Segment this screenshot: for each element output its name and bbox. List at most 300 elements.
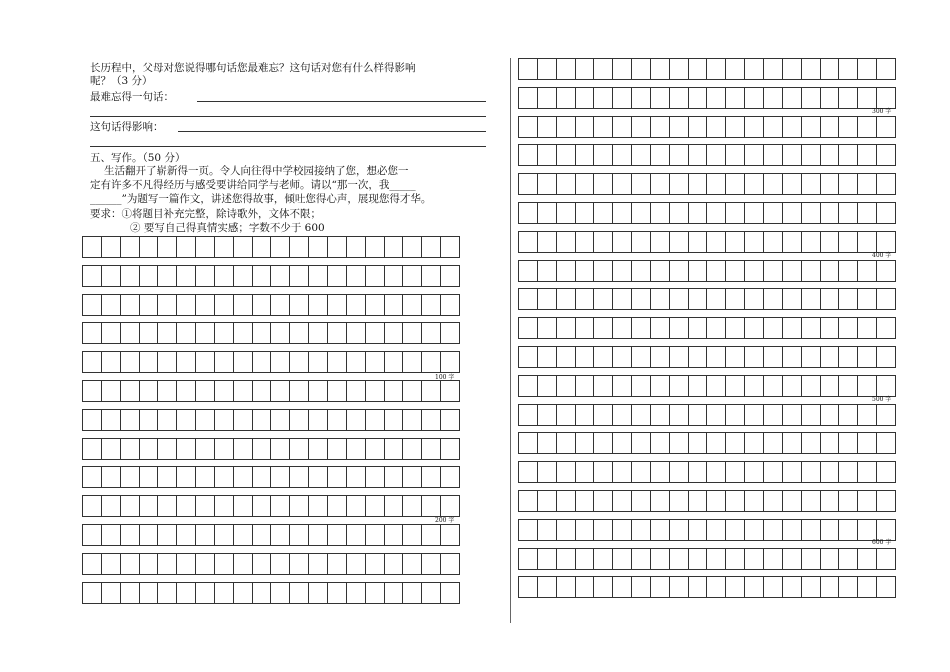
grid-cell[interactable] (576, 405, 595, 425)
grid-row[interactable] (82, 380, 460, 402)
grid-cell[interactable] (764, 289, 783, 309)
grid-cell[interactable] (594, 59, 613, 79)
grid-cell[interactable] (783, 433, 802, 453)
grid-cell[interactable] (328, 583, 347, 603)
grid-cell[interactable] (177, 237, 196, 257)
grid-cell[interactable] (158, 496, 177, 516)
grid-cell[interactable] (290, 583, 309, 603)
grid-cell[interactable] (632, 577, 651, 597)
grid-cell[interactable] (253, 525, 272, 545)
grid-cell[interactable] (403, 410, 422, 430)
grid-cell[interactable] (422, 266, 441, 286)
grid-cell[interactable] (196, 237, 215, 257)
grid-cell[interactable] (519, 203, 538, 223)
grid-cell[interactable] (158, 237, 177, 257)
grid-cell[interactable] (576, 145, 595, 165)
grid-cell[interactable] (538, 174, 557, 194)
grid-cell[interactable] (83, 583, 102, 603)
grid-cell[interactable] (83, 352, 102, 372)
grid-cell[interactable] (802, 347, 821, 367)
grid-cell[interactable] (764, 549, 783, 569)
grid-cell[interactable] (745, 117, 764, 137)
grid-cell[interactable] (576, 232, 595, 252)
grid-cell[interactable] (557, 347, 576, 367)
grid-cell[interactable] (839, 376, 858, 396)
grid-cell[interactable] (707, 376, 726, 396)
grid-cell[interactable] (234, 295, 253, 315)
grid-cell[interactable] (858, 318, 877, 338)
grid-cell[interactable] (594, 549, 613, 569)
grid-cell[interactable] (347, 381, 366, 401)
grid-cell[interactable] (177, 554, 196, 574)
grid-cell[interactable] (802, 462, 821, 482)
grid-cell[interactable] (594, 289, 613, 309)
grid-cell[interactable] (140, 583, 159, 603)
grid-cell[interactable] (858, 88, 877, 108)
grid-row[interactable] (518, 490, 896, 512)
grid-cell[interactable] (613, 318, 632, 338)
grid-cell[interactable] (385, 237, 404, 257)
grid-cell[interactable] (83, 381, 102, 401)
grid-cell[interactable] (707, 117, 726, 137)
grid-cell[interactable] (839, 88, 858, 108)
grid-cell[interactable] (538, 318, 557, 338)
grid-cell[interactable] (877, 261, 895, 281)
grid-cell[interactable] (726, 347, 745, 367)
answer-1-line[interactable] (197, 101, 486, 102)
grid-cell[interactable] (802, 261, 821, 281)
grid-cell[interactable] (196, 352, 215, 372)
grid-cell[interactable] (783, 318, 802, 338)
grid-cell[interactable] (783, 405, 802, 425)
grid-cell[interactable] (196, 525, 215, 545)
grid-cell[interactable] (821, 174, 840, 194)
grid-cell[interactable] (253, 467, 272, 487)
grid-cell[interactable] (519, 232, 538, 252)
grid-cell[interactable] (215, 525, 234, 545)
grid-cell[interactable] (689, 347, 708, 367)
grid-cell[interactable] (839, 433, 858, 453)
grid-cell[interactable] (140, 410, 159, 430)
grid-cell[interactable] (366, 439, 385, 459)
grid-cell[interactable] (632, 145, 651, 165)
grid-cell[interactable] (858, 433, 877, 453)
grid-cell[interactable] (253, 323, 272, 343)
grid-cell[interactable] (783, 203, 802, 223)
grid-cell[interactable] (877, 59, 895, 79)
grid-cell[interactable] (726, 318, 745, 338)
grid-cell[interactable] (538, 117, 557, 137)
grid-cell[interactable] (745, 318, 764, 338)
grid-cell[interactable] (745, 203, 764, 223)
grid-cell[interactable] (745, 88, 764, 108)
grid-cell[interactable] (403, 583, 422, 603)
grid-cell[interactable] (557, 376, 576, 396)
grid-cell[interactable] (651, 318, 670, 338)
grid-cell[interactable] (594, 577, 613, 597)
grid-cell[interactable] (594, 203, 613, 223)
grid-cell[interactable] (651, 405, 670, 425)
grid-cell[interactable] (877, 491, 895, 511)
grid-cell[interactable] (519, 405, 538, 425)
grid-cell[interactable] (253, 583, 272, 603)
grid-cell[interactable] (613, 117, 632, 137)
grid-cell[interactable] (557, 462, 576, 482)
grid-cell[interactable] (877, 520, 895, 540)
grid-cell[interactable] (177, 583, 196, 603)
grid-cell[interactable] (821, 491, 840, 511)
grid-cell[interactable] (764, 433, 783, 453)
grid-cell[interactable] (557, 405, 576, 425)
grid-cell[interactable] (821, 117, 840, 137)
grid-cell[interactable] (158, 323, 177, 343)
grid-cell[interactable] (366, 410, 385, 430)
grid-cell[interactable] (158, 439, 177, 459)
grid-row[interactable] (518, 432, 896, 454)
grid-cell[interactable] (726, 405, 745, 425)
grid-cell[interactable] (538, 59, 557, 79)
grid-cell[interactable] (670, 88, 689, 108)
grid-cell[interactable] (764, 145, 783, 165)
grid-row[interactable] (82, 524, 460, 546)
grid-cell[interactable] (651, 491, 670, 511)
grid-cell[interactable] (783, 232, 802, 252)
grid-cell[interactable] (839, 174, 858, 194)
grid-cell[interactable] (802, 433, 821, 453)
grid-cell[interactable] (347, 323, 366, 343)
grid-cell[interactable] (858, 145, 877, 165)
grid-cell[interactable] (613, 347, 632, 367)
grid-cell[interactable] (328, 467, 347, 487)
grid-cell[interactable] (821, 520, 840, 540)
grid-cell[interactable] (519, 462, 538, 482)
grid-cell[interactable] (196, 554, 215, 574)
grid-cell[interactable] (177, 410, 196, 430)
grid-cell[interactable] (689, 261, 708, 281)
grid-cell[interactable] (385, 467, 404, 487)
grid-cell[interactable] (102, 496, 121, 516)
grid-cell[interactable] (802, 88, 821, 108)
grid-cell[interactable] (215, 496, 234, 516)
grid-cell[interactable] (726, 59, 745, 79)
grid-cell[interactable] (121, 323, 140, 343)
grid-cell[interactable] (519, 520, 538, 540)
grid-cell[interactable] (651, 232, 670, 252)
grid-cell[interactable] (83, 496, 102, 516)
grid-cell[interactable] (632, 261, 651, 281)
grid-cell[interactable] (689, 549, 708, 569)
grid-cell[interactable] (234, 496, 253, 516)
grid-cell[interactable] (821, 433, 840, 453)
grid-cell[interactable] (670, 520, 689, 540)
grid-cell[interactable] (839, 232, 858, 252)
grid-cell[interactable] (422, 352, 441, 372)
grid-cell[interactable] (385, 323, 404, 343)
answer-1-line-2[interactable] (90, 116, 486, 117)
grid-cell[interactable] (121, 467, 140, 487)
grid-cell[interactable] (403, 496, 422, 516)
grid-cell[interactable] (253, 496, 272, 516)
grid-cell[interactable] (839, 318, 858, 338)
grid-cell[interactable] (403, 266, 422, 286)
grid-cell[interactable] (271, 295, 290, 315)
grid-cell[interactable] (102, 266, 121, 286)
grid-cell[interactable] (83, 323, 102, 343)
grid-cell[interactable] (366, 352, 385, 372)
grid-cell[interactable] (83, 237, 102, 257)
grid-cell[interactable] (309, 467, 328, 487)
grid-cell[interactable] (576, 203, 595, 223)
grid-cell[interactable] (670, 261, 689, 281)
grid-cell[interactable] (441, 237, 459, 257)
grid-cell[interactable] (764, 232, 783, 252)
grid-cell[interactable] (538, 520, 557, 540)
grid-cell[interactable] (764, 491, 783, 511)
grid-cell[interactable] (538, 462, 557, 482)
grid-cell[interactable] (726, 261, 745, 281)
grid-cell[interactable] (651, 261, 670, 281)
grid-cell[interactable] (557, 491, 576, 511)
grid-cell[interactable] (839, 491, 858, 511)
grid-cell[interactable] (557, 203, 576, 223)
grid-cell[interactable] (613, 491, 632, 511)
grid-row[interactable] (518, 231, 896, 253)
grid-cell[interactable] (613, 433, 632, 453)
grid-cell[interactable] (309, 439, 328, 459)
grid-cell[interactable] (422, 381, 441, 401)
grid-cell[interactable] (121, 295, 140, 315)
grid-cell[interactable] (651, 376, 670, 396)
grid-row[interactable] (518, 375, 896, 397)
grid-cell[interactable] (707, 462, 726, 482)
grid-cell[interactable] (839, 117, 858, 137)
grid-cell[interactable] (290, 525, 309, 545)
grid-cell[interactable] (726, 289, 745, 309)
grid-cell[interactable] (215, 583, 234, 603)
grid-cell[interactable] (821, 318, 840, 338)
grid-cell[interactable] (764, 88, 783, 108)
grid-cell[interactable] (538, 433, 557, 453)
grid-row[interactable] (518, 317, 896, 339)
grid-cell[interactable] (877, 232, 895, 252)
grid-cell[interactable] (328, 410, 347, 430)
grid-cell[interactable] (121, 439, 140, 459)
grid-cell[interactable] (422, 496, 441, 516)
grid-cell[interactable] (689, 462, 708, 482)
grid-cell[interactable] (802, 405, 821, 425)
grid-row[interactable] (518, 288, 896, 310)
grid-cell[interactable] (83, 554, 102, 574)
grid-cell[interactable] (613, 232, 632, 252)
grid-cell[interactable] (877, 549, 895, 569)
grid-cell[interactable] (726, 376, 745, 396)
grid-cell[interactable] (576, 520, 595, 540)
grid-cell[interactable] (670, 318, 689, 338)
grid-cell[interactable] (726, 549, 745, 569)
grid-cell[interactable] (253, 381, 272, 401)
grid-cell[interactable] (858, 203, 877, 223)
grid-cell[interactable] (328, 295, 347, 315)
grid-cell[interactable] (821, 462, 840, 482)
grid-cell[interactable] (707, 232, 726, 252)
grid-cell[interactable] (745, 145, 764, 165)
grid-cell[interactable] (121, 266, 140, 286)
grid-cell[interactable] (726, 174, 745, 194)
grid-cell[interactable] (783, 174, 802, 194)
grid-cell[interactable] (290, 410, 309, 430)
grid-cell[interactable] (557, 232, 576, 252)
grid-cell[interactable] (140, 352, 159, 372)
grid-cell[interactable] (576, 59, 595, 79)
grid-cell[interactable] (821, 347, 840, 367)
grid-cell[interactable] (576, 376, 595, 396)
grid-cell[interactable] (347, 266, 366, 286)
grid-cell[interactable] (576, 491, 595, 511)
grid-cell[interactable] (651, 117, 670, 137)
grid-cell[interactable] (441, 410, 459, 430)
grid-cell[interactable] (802, 289, 821, 309)
grid-cell[interactable] (576, 88, 595, 108)
grid-cell[interactable] (858, 347, 877, 367)
grid-cell[interactable] (309, 266, 328, 286)
grid-cell[interactable] (366, 323, 385, 343)
grid-cell[interactable] (613, 405, 632, 425)
grid-row[interactable] (82, 553, 460, 575)
grid-cell[interactable] (121, 352, 140, 372)
grid-cell[interactable] (234, 554, 253, 574)
grid-cell[interactable] (783, 289, 802, 309)
grid-cell[interactable] (576, 117, 595, 137)
grid-cell[interactable] (689, 59, 708, 79)
grid-cell[interactable] (877, 289, 895, 309)
grid-cell[interactable] (594, 462, 613, 482)
grid-cell[interactable] (670, 376, 689, 396)
grid-cell[interactable] (290, 467, 309, 487)
grid-cell[interactable] (632, 174, 651, 194)
grid-cell[interactable] (557, 59, 576, 79)
answer-2-line-2[interactable] (90, 146, 486, 147)
grid-cell[interactable] (309, 554, 328, 574)
grid-cell[interactable] (707, 174, 726, 194)
grid-cell[interactable] (707, 203, 726, 223)
grid-cell[interactable] (102, 237, 121, 257)
grid-cell[interactable] (234, 467, 253, 487)
grid-cell[interactable] (422, 410, 441, 430)
grid-cell[interactable] (783, 59, 802, 79)
grid-cell[interactable] (385, 410, 404, 430)
grid-cell[interactable] (215, 381, 234, 401)
grid-cell[interactable] (802, 174, 821, 194)
grid-cell[interactable] (726, 491, 745, 511)
grid-cell[interactable] (613, 289, 632, 309)
grid-cell[interactable] (140, 439, 159, 459)
grid-cell[interactable] (651, 88, 670, 108)
grid-cell[interactable] (290, 352, 309, 372)
grid-cell[interactable] (613, 577, 632, 597)
grid-cell[interactable] (140, 525, 159, 545)
grid-cell[interactable] (783, 261, 802, 281)
grid-cell[interactable] (689, 117, 708, 137)
grid-cell[interactable] (783, 376, 802, 396)
grid-cell[interactable] (385, 266, 404, 286)
grid-cell[interactable] (745, 520, 764, 540)
grid-cell[interactable] (594, 232, 613, 252)
grid-cell[interactable] (707, 433, 726, 453)
grid-cell[interactable] (821, 577, 840, 597)
grid-cell[interactable] (802, 549, 821, 569)
grid-cell[interactable] (328, 352, 347, 372)
grid-cell[interactable] (441, 439, 459, 459)
grid-cell[interactable] (764, 520, 783, 540)
grid-cell[interactable] (121, 381, 140, 401)
grid-row[interactable] (518, 58, 896, 80)
grid-cell[interactable] (877, 203, 895, 223)
grid-cell[interactable] (177, 266, 196, 286)
grid-cell[interactable] (594, 88, 613, 108)
grid-cell[interactable] (366, 583, 385, 603)
grid-cell[interactable] (802, 491, 821, 511)
grid-cell[interactable] (726, 88, 745, 108)
grid-cell[interactable] (670, 289, 689, 309)
grid-cell[interactable] (670, 577, 689, 597)
grid-cell[interactable] (271, 525, 290, 545)
grid-cell[interactable] (121, 554, 140, 574)
grid-cell[interactable] (441, 554, 459, 574)
grid-cell[interactable] (613, 174, 632, 194)
grid-cell[interactable] (613, 88, 632, 108)
grid-cell[interactable] (670, 405, 689, 425)
grid-cell[interactable] (309, 295, 328, 315)
grid-cell[interactable] (632, 491, 651, 511)
grid-cell[interactable] (177, 323, 196, 343)
grid-row[interactable] (82, 236, 460, 258)
grid-cell[interactable] (121, 525, 140, 545)
grid-cell[interactable] (158, 467, 177, 487)
grid-cell[interactable] (821, 261, 840, 281)
grid-cell[interactable] (196, 323, 215, 343)
grid-cell[interactable] (858, 577, 877, 597)
grid-cell[interactable] (271, 237, 290, 257)
grid-cell[interactable] (441, 525, 459, 545)
grid-cell[interactable] (802, 203, 821, 223)
grid-cell[interactable] (215, 295, 234, 315)
grid-cell[interactable] (670, 232, 689, 252)
grid-cell[interactable] (158, 583, 177, 603)
grid-cell[interactable] (519, 577, 538, 597)
grid-cell[interactable] (328, 554, 347, 574)
grid-cell[interactable] (328, 381, 347, 401)
grid-cell[interactable] (877, 462, 895, 482)
grid-cell[interactable] (519, 318, 538, 338)
grid-cell[interactable] (366, 554, 385, 574)
grid-cell[interactable] (538, 549, 557, 569)
composition-grid-left[interactable] (82, 236, 460, 611)
grid-cell[interactable] (196, 266, 215, 286)
grid-cell[interactable] (651, 289, 670, 309)
grid-cell[interactable] (745, 376, 764, 396)
grid-cell[interactable] (594, 318, 613, 338)
grid-cell[interactable] (102, 410, 121, 430)
grid-cell[interactable] (441, 467, 459, 487)
grid-cell[interactable] (783, 549, 802, 569)
grid-cell[interactable] (271, 554, 290, 574)
grid-cell[interactable] (594, 405, 613, 425)
grid-cell[interactable] (764, 174, 783, 194)
grid-cell[interactable] (858, 117, 877, 137)
grid-cell[interactable] (707, 59, 726, 79)
grid-cell[interactable] (271, 467, 290, 487)
grid-cell[interactable] (707, 405, 726, 425)
